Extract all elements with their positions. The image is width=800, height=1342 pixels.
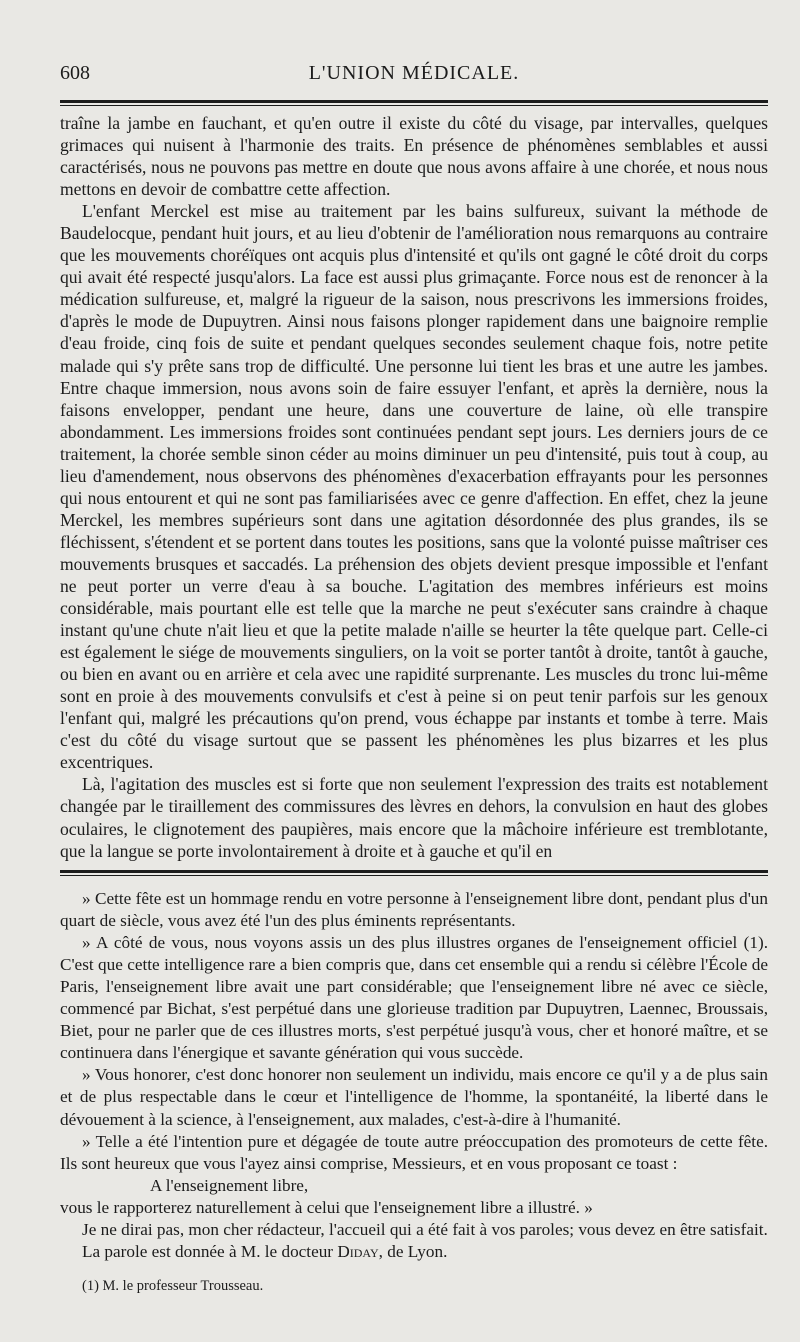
header-rule-thin: [60, 105, 768, 106]
footnote: (1) M. le professeur Trousseau.: [82, 1278, 264, 1295]
section-separator: [60, 870, 768, 876]
paragraph: » Telle a été l'intention pure et dégagée de toute autre préoccupation des promoteurs de cette fête. Ils sont heureux que vous l'ayez ainsi comprise, Messieurs, et en vous proposant ce toast :: [60, 1131, 768, 1173]
separator-rule-thick: [60, 870, 768, 873]
paragraph: Là, l'agitation des muscles est si forte que non seulement l'expression des traits est notablement changée par le tiraillement des commissures des lèvres en dehors, la convulsion en haut des globes oculaires, le clignotement des paupières, mais encore que la mâchoire inférieure est tremblotante, que la langue se porte involontairement à droite et à gauche et qu'il en: [60, 774, 768, 861]
text-span: La parole est donnée à M. le docteur: [82, 1242, 338, 1262]
toast-line: A l'enseignement libre,: [150, 1175, 309, 1195]
page-number: 608: [60, 62, 90, 84]
paragraph: » Cette fête est un hommage rendu en votre personne à l'enseignement libre dont, pendant plus d'un quart de siècle, vous avez été l'un des plus éminents représentants.: [60, 888, 768, 930]
separator-rule-thin: [60, 875, 768, 876]
running-title: L'UNION MÉDICALE.: [308, 62, 520, 84]
author-name: Diday: [337, 1242, 379, 1262]
paragraph: » A côté de vous, nous voyons assis un des plus illustres organes de l'enseignement officiel (1). C'est que cette intelligence rare a bien compris que, dans cet ensemble qui a rendu si célèbre l'École de Paris, l'enseignement libre avait une part considérable; que l'enseignement libre né avec ce siècle, commencé par Bichat, s'est perpétué dans une glorieuse tradition par Dupuytren, Laennec, Broussais, Biet, pour ne parler que de ces illustres morts, s'est perpétué jusqu'à vous, cher et honoré maître, et se continuera dans l'énergique et savante génération qui vous succède.: [60, 932, 768, 1063]
paragraph: » Vous honorer, c'est donc honorer non seulement un individu, mais encore ce qu'il y a de plus sain et de plus respectable dans le cœur et l'intelligence de l'homme, la spontanéité, la liberté dans le dévouement à la science, à l'enseignement, aux malades, c'est-à-dire à l'humanité.: [60, 1065, 768, 1129]
feuilleton-text: [60, 888, 768, 1264]
main-text: [60, 112, 768, 862]
paragraph: [60, 1241, 768, 1263]
paragraph: Je ne dirai pas, mon cher rédacteur, l'accueil qui a été fait à vos paroles; vous devez en être satisfait.: [82, 1220, 768, 1239]
page-header: [60, 58, 768, 92]
paragraph: L'enfant Merckel est mise au traitement par les bains sulfureux, suivant la méthode de Baudelocque, pendant huit jours, et au lieu d'obtenir de l'amélioration nous remarquons au contraire que les mouvements choréïques ont acquis plus d'intensité et qu'ils ont gagné le côté droit du corps qui avait été respecté jusqu'alors. La face est aussi plus grimaçante. Force nous est de renoncer à la médication sulfureuse, et, malgré la rigueur de la saison, nous prescrivons les immersions froides, d'après le mode de Dupuytren. Ainsi nous faisons plonger rapidement dans une baignoire remplie d'eau froide, cinq fois de suite et pendant quelques secondes seulement chaque fois, notre petite malade qui s'y prête sans trop de difficulté. Une personne lui tient les bras et une autre les jambes. Entre chaque immersion, nous avons soin de faire essuyer l'enfant, et après la dernière, nous la faisons envelopper, pendant une heure, dans une couverture de laine, où elle transpire abondamment. Les immersions froides sont continuées pendant sept jours. Les derniers jours de ce traitement, la chorée semble sinon céder au moins diminuer un peu d'intensité, puis tout à coup, au lieu d'amendement, nous observons des phénomènes d'exacerbation effrayants pour les personnes qui nous entourent et qui ne sont pas familiarisées avec ce genre d'affection. En effet, chez la jeune Merckel, les membres supérieurs sont dans une agitation désordonnée des plus grandes, ils se fléchissent, s'étendent et se portent dans toutes les positions, sans que la volonté puisse maîtriser ces mouvements brusques et saccadés. La préhension des objets devient presque impossible et l'enfant ne peut porter un verre d'eau à sa bouche. L'agitation des membres inférieurs est moins considérable, mais pourtant elle est telle que la marche ne peut s'exécuter sans craindre à chaque instant qu'une chute n'ait lieu et que la petite malade n'aille se heurter la tête quelque part. Celle-ci est également le siége de mouvements singuliers, on la voit se porter tantôt à droite, tantôt à gauche, ou bien en avant ou en arrière et cela avec une rapidité surprenante. Les muscles du tronc lui-même sont en proie à des mouvements convulsifs et c'est à peine si on peut tenir parfois sur les genoux l'enfant qui, malgré les précautions qu'on prend, vous échappe par instants et tombe à terre. Mais c'est du côté du visage surtout que se passent les phénomènes les plus bizarres et les plus excentriques.: [60, 201, 768, 773]
header-rule: [60, 100, 768, 103]
paragraph: traîne la jambe en fauchant, et qu'en outre il existe du côté du visage, par intervalles, quelques grimaces qui nuisent à l'harmonie des traits. En présence de phénomènes semblables et aussi caractérisés, nous ne pouvons pas mettre en doute que nous avons affaire à une chorée, et nous nous mettons en devoir de combattre cette affection.: [60, 113, 768, 200]
text-span: , de Lyon.: [378, 1242, 448, 1262]
paragraph: vous le rapporterez naturellement à celui que l'enseignement libre a illustré. »: [60, 1197, 593, 1217]
